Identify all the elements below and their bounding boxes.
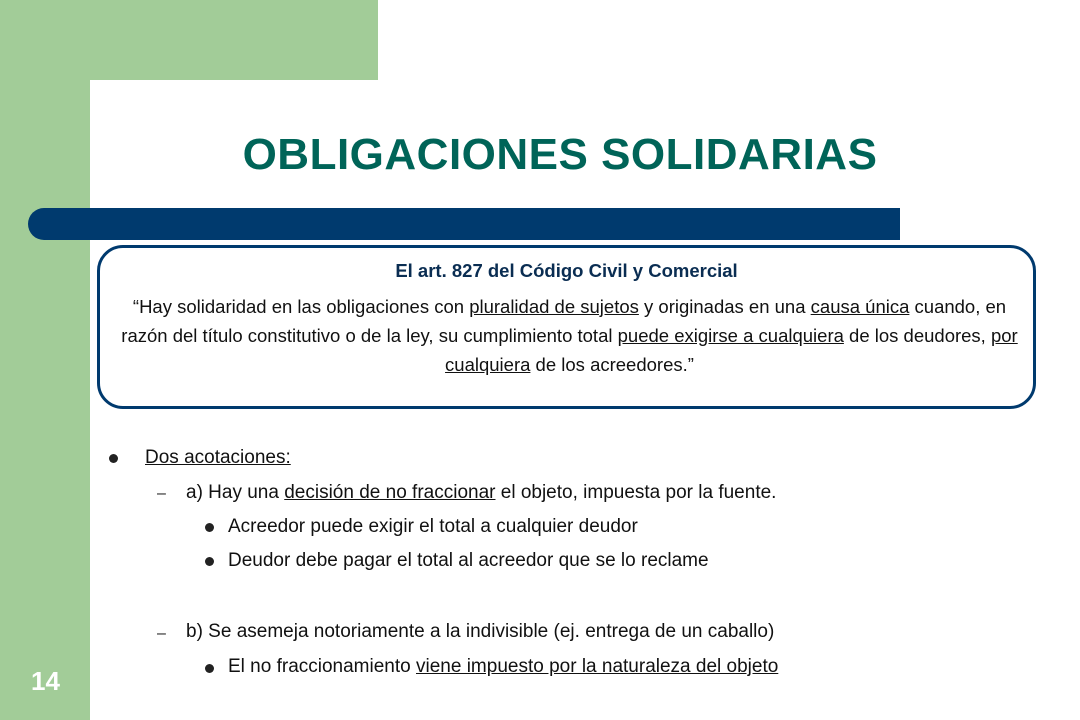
bullet-dot-icon (205, 557, 214, 566)
quote-part: de los acreedores.” (530, 354, 694, 375)
bullet-b-sub1-underlined: viene impuesto por la naturaleza del objeto (416, 656, 779, 677)
title-divider-bar (28, 208, 900, 240)
quote-underlined: pluralidad de sujetos (469, 296, 639, 317)
bullet-dot-icon (109, 454, 118, 463)
bullet-b-sub1 (228, 656, 778, 678)
quote-part: cuando, en razón del título constitutivo o de la ley, su cumplimiento total (121, 296, 1007, 346)
bullet-dot-icon (205, 523, 214, 532)
bullet-dot-icon (205, 664, 214, 673)
quote-part: de los deudores, (843, 325, 991, 346)
quote-part: “Hay solidaridad en las obligaciones con (132, 296, 470, 317)
bullet-b-sub1-pre: El no fraccionamiento (228, 656, 416, 677)
dash-icon: – (157, 485, 166, 502)
quote-heading: El art. 827 del Código Civil y Comercial (395, 260, 738, 281)
bullet-a-pre: a) Hay una (186, 482, 285, 503)
quote-underlined: puede exigirse a cualquiera (617, 325, 844, 346)
bullet-main (145, 447, 291, 469)
quote-part: y originadas en una (638, 296, 811, 317)
bullet-a (186, 482, 776, 504)
bullet-a-sub1: Acreedor puede exigir el total a cualquier deudor (228, 516, 638, 537)
left-green-band (0, 0, 90, 720)
top-green-band (0, 0, 378, 80)
slide-number: 14 (31, 666, 60, 696)
quote-box (97, 245, 1036, 409)
bullet-a-underlined: decisión de no fraccionar (284, 482, 496, 503)
dash-icon: – (157, 625, 166, 642)
slide-title: OBLIGACIONES SOLIDARIAS (242, 130, 878, 179)
bullet-b: b) Se asemeja notoriamente a la indivisible (ej. entrega de un caballo) (186, 621, 775, 642)
quote-underlined: causa única (810, 296, 910, 317)
quote-underlined: por cualquiera (445, 325, 1018, 375)
bullet-a-sub2: Deudor debe pagar el total al acreedor que se lo reclame (228, 550, 709, 571)
bullet-a-post: el objeto, impuesta por la fuente. (495, 482, 777, 503)
quote-text (120, 292, 1019, 379)
bullet-main-text: Dos acotaciones: (145, 447, 291, 468)
